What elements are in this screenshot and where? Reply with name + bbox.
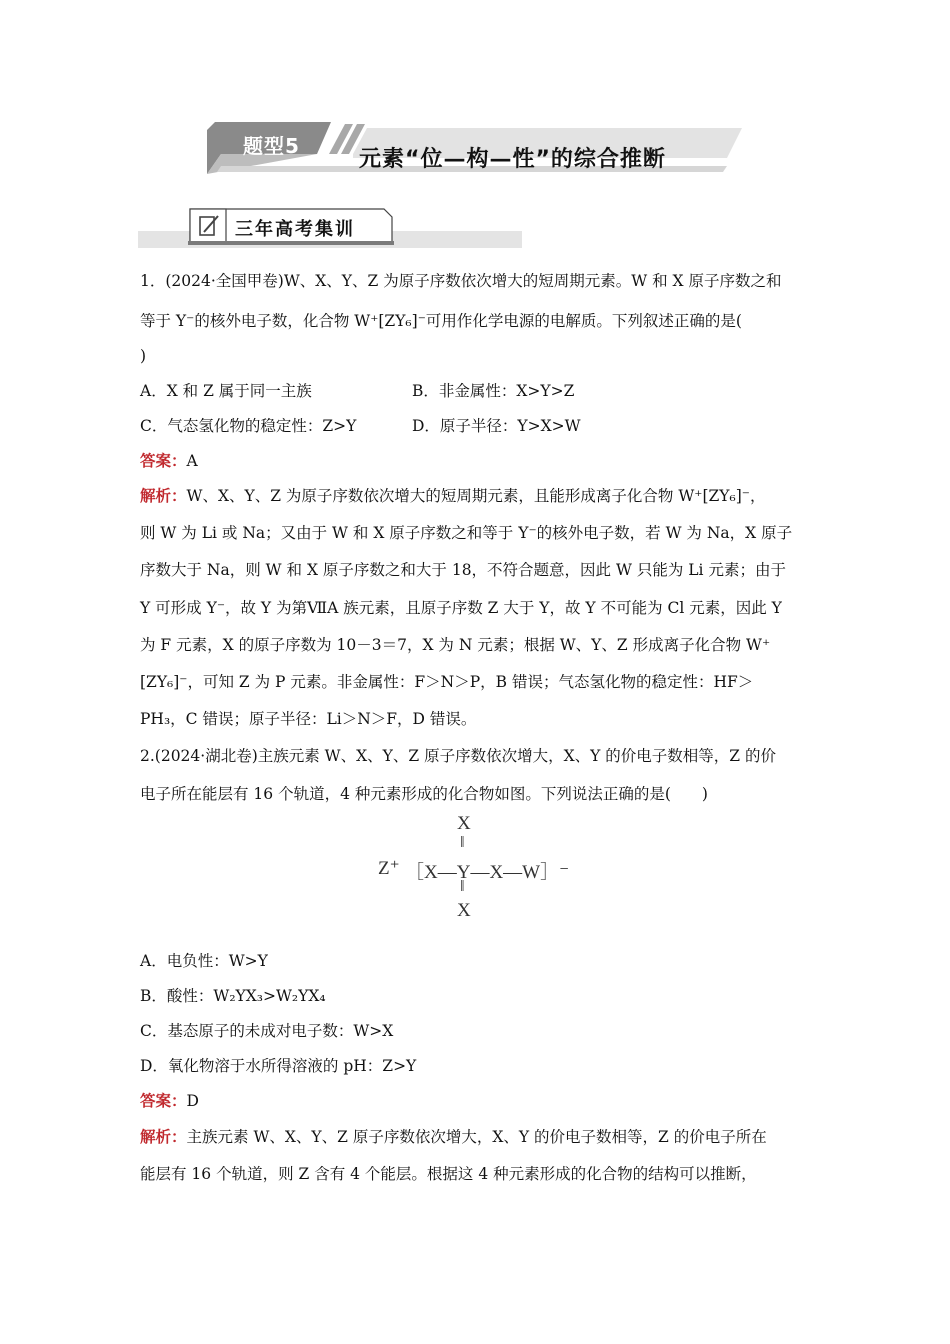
q1-analysis-line-4: Y 可形成 Y⁻，故 Y 为第ⅦA 族元素，且原子序数 Z 大于 Y，故 Y 不可能为 Cl 元素，因此 Y — [140, 599, 782, 617]
q1-option-c: C．气态氢化物的稳定性：Z>Y — [140, 417, 357, 435]
q1-analysis-line-5: 为 F 元素，X 的原子序数为 10－3＝7，X 为 N 元素；根据 W、Y、Z 形成离子化合物 W⁺ — [140, 636, 771, 654]
section-header — [138, 205, 522, 250]
q1-answer — [140, 451, 816, 471]
q2-answer — [140, 1091, 816, 1111]
q1-answer-label: 答案： — [140, 451, 187, 470]
section-title: 三年高考集训 — [235, 219, 355, 240]
structure-top-atom: X — [457, 813, 471, 834]
q2-analysis-line-2: 能层有 16 个轨道，则 Z 含有 4 个能层。根据这 4 种元素形成的化合物的结构可以推断， — [140, 1165, 757, 1183]
q1-analysis-label: 解析： — [140, 486, 187, 505]
structure-top-double-bond: ‖ — [460, 834, 465, 851]
q1-stem-line-3: ) — [140, 347, 147, 365]
q2-analysis-label: 解析： — [140, 1127, 187, 1146]
q2-option-d: D．氧化物溶于水所得溶液的 pH：Z>Y — [140, 1057, 417, 1075]
q2-answer-value: D — [186, 1092, 199, 1110]
q2-option-a: A．电负性：W>Y — [140, 952, 268, 970]
q2-analysis-text-1: 主族元素 W、X、Y、Z 原子序数依次增大，X、Y 的价电子数相等，Z 的价电子所在 — [186, 1128, 767, 1146]
structure-bottom-double-bond: ‖ — [460, 878, 465, 895]
q1-analysis-line-3: 序数大于 Na，则 W 和 X 原子序数之和大于 18，不符合题意，因此 W 只能为 Li 元素；由于 — [140, 561, 786, 579]
banner-tag: 题型5 — [243, 134, 300, 158]
q1-analysis-line-7: PH₃，C 错误；原子半径：Li＞N＞F，D 错误。 — [140, 710, 477, 728]
q1-answer-value: A — [186, 452, 198, 470]
structure-anion-chain: ［X—Y—X—W］⁻ — [405, 862, 570, 883]
q1-analysis-text-1: W、X、Y、Z 为原子序数依次增大的短周期元素，且能形成离子化合物 W⁺[ZY₆]⁻， — [186, 487, 766, 505]
q2-option-c: C．基态原子的未成对电子数：W>X — [140, 1022, 394, 1040]
topic-banner — [207, 122, 742, 177]
q1-option-b: B．非金属性：X>Y>Z — [412, 382, 575, 400]
q1-option-a: A．X 和 Z 属于同一主族 — [140, 382, 312, 400]
q1-option-d: D．原子半径：Y>X>W — [412, 417, 581, 435]
q2-stem-line-1: 2.(2024·湖北卷)主族元素 W、X、Y、Z 原子序数依次增大，X、Y 的价电子数相等，Z 的价 — [140, 747, 776, 765]
q2-option-b: B．酸性：W₂YX₃>W₂YX₄ — [140, 987, 326, 1005]
q2-stem-line-2: 电子所在能层有 16 个轨道，4 种元素形成的化合物如图。下列说法正确的是( ) — [140, 785, 708, 803]
q1-analysis-line-1 — [140, 486, 816, 506]
structure-bottom-atom: X — [457, 900, 471, 921]
q1-analysis-line-2: 则 W 为 Li 或 Na；又由于 W 和 X 原子序数之和等于 Y⁻的核外电子数，若 W 为 Na，X 原子 — [140, 524, 793, 542]
q1-stem-line-1: 1．(2024·全国甲卷)W、X、Y、Z 为原子序数依次增大的短周期元素。W 和 X 原子序数之和 — [140, 272, 782, 290]
structure-cation: Z⁺ — [378, 858, 400, 879]
q2-analysis-line-1 — [140, 1127, 816, 1147]
q2-answer-label: 答案： — [140, 1091, 187, 1110]
banner-title: 元素“位—构—性”的综合推断 — [359, 147, 666, 172]
q1-stem-line-2: 等于 Y⁻的核外电子数，化合物 W⁺[ZY₆]⁻可用作化学电源的电解质。下列叙述正确的是( — [140, 312, 742, 330]
q1-analysis-line-6: [ZY₆]⁻，可知 Z 为 P 元素。非金属性：F＞N＞P，B 错误；气态氢化物的稳定性：HF＞ — [140, 673, 754, 691]
